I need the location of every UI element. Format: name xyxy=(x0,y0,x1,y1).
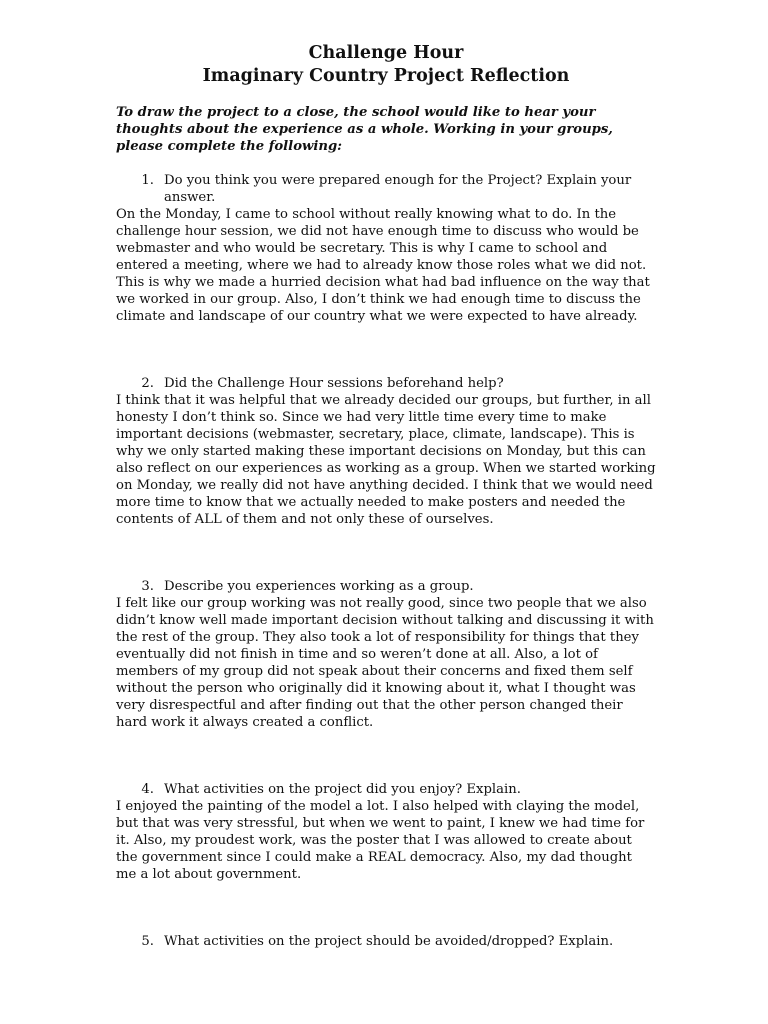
title-line-2: Imaginary Country Project Reflection xyxy=(202,66,570,86)
question-number: 1. xyxy=(141,173,154,188)
question-text: Describe you experiences working as a group. xyxy=(164,579,474,594)
question-1 xyxy=(116,172,656,206)
question-text: Did the Challenge Hour sessions beforehand help? xyxy=(164,376,504,391)
question-5 xyxy=(116,933,656,950)
answer-3: I felt like our group working was not really good, since two people that we also didn’t know well made important decision without talking and discussing it with the rest of the group. They also took a lot of responsibility for things that they eventually did not finish in time and so weren’t done at all. Also, a lot of members of my group did not speak about their concerns and fixed them self without the person who originally did it knowing about it, what I thought was very disrespectful and after finding out that the other person changed their hard work it always created a conflict. xyxy=(116,596,654,730)
page-title xyxy=(116,42,656,88)
question-number: 3. xyxy=(141,579,154,594)
question-number: 2. xyxy=(141,376,154,391)
document-page xyxy=(116,42,656,950)
question-text: What activities on the project should be avoided/dropped? Explain. xyxy=(164,934,614,949)
question-text: Do you think you were prepared enough for the Project? Explain your answer. xyxy=(164,173,632,205)
question-number: 4. xyxy=(141,782,154,797)
title-line-1: Challenge Hour xyxy=(308,43,464,63)
question-text: What activities on the project did you enjoy? Explain. xyxy=(164,782,521,797)
intro-paragraph: To draw the project to a close, the school would like to hear your thoughts about the experience as a whole. Working in your groups, please complete the following: xyxy=(116,105,613,154)
question-4 xyxy=(116,781,656,798)
answer-4: I enjoyed the painting of the model a lot. I also helped with claying the model, but that was very stressful, but when we went to paint, I knew we had time for it. Also, my proudest work, was the poster that I was allowed to create about the government since I could make a REAL democracy. Also, my dad thought me a lot about government. xyxy=(116,799,645,882)
answer-2: I think that it was helpful that we already decided our groups, but further, in all honesty I don’t think so. Since we had very little time every time to make important decisions (webmaster, secretary, place, climate, landscape). This is why we only started making these important decisions on Monday, but this can also reflect on our experiences as working as a group. When we started working on Monday, we really did not have anything decided. I think that we would need more time to know that we actually needed to make posters and needed the contents of ALL of them and not only these of ourselves. xyxy=(116,393,656,527)
answer-1: On the Monday, I came to school without really knowing what to do. In the challenge hour session, we did not have enough time to discuss who would be webmaster and who would be secretary. This is why I came to school and entered a meeting, where we had to already know those roles what we did not. This is why we made a hurried decision what had bad influence on the way that we worked in our group. Also, I don’t think we had enough time to discuss the climate and landscape of our country what we were expected to have already. xyxy=(116,207,650,324)
question-number: 5. xyxy=(141,934,154,949)
question-2 xyxy=(116,375,656,392)
question-3 xyxy=(116,578,656,595)
